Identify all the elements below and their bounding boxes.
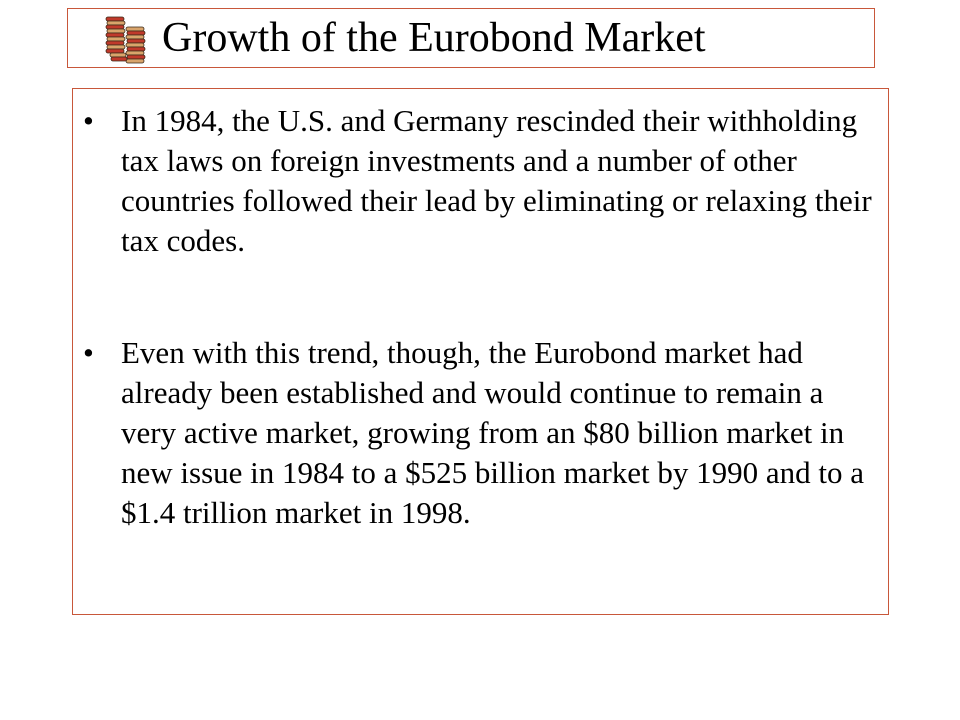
bullet-text: In 1984, the U.S. and Germany rescinded their withholding tax laws on foreign investments and a number of other countries followed their lead by eliminating or relaxing their tax codes. bbox=[121, 103, 872, 258]
slide-title-box bbox=[67, 8, 875, 68]
bullet-text: Even with this trend, though, the Eurobond market had already been established and would continue to remain a very active market, growing from an $80 billion market in new issue in 1984 to a $525 billion market by 1990 and to a $1.4 trillion market in 1998. bbox=[121, 335, 865, 530]
bullet-item bbox=[83, 333, 873, 533]
bullet-dot: • bbox=[83, 335, 94, 370]
slide-title: Growth of the Eurobond Market bbox=[162, 15, 706, 61]
bullet-dot: • bbox=[83, 103, 94, 138]
coin-stacks-icon bbox=[104, 13, 156, 65]
slide-content-box bbox=[72, 88, 889, 615]
bullet-list bbox=[83, 101, 873, 533]
bullet-item bbox=[83, 101, 873, 261]
